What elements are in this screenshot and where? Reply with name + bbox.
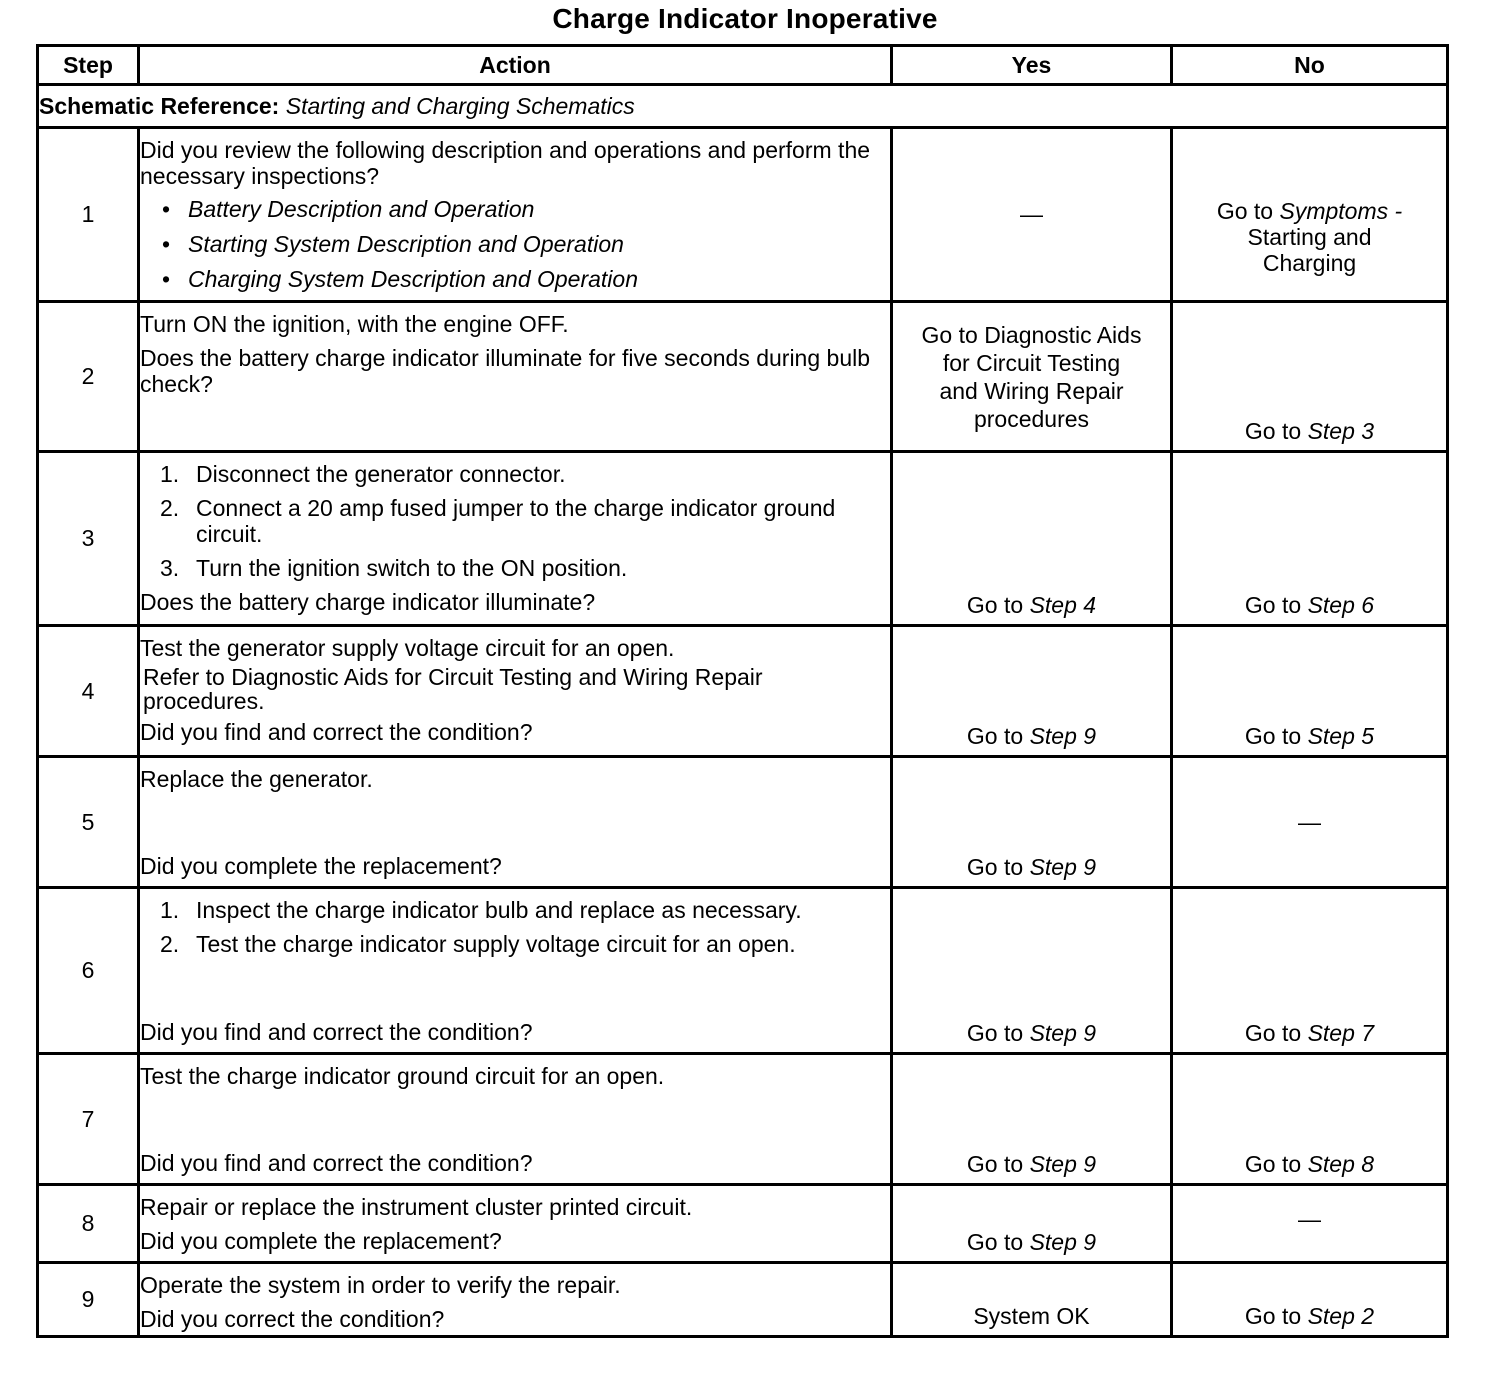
schematic-row xyxy=(38,85,1448,128)
action-cell xyxy=(139,1185,892,1263)
step-text: Inspect the charge indicator bulb and replace as necessary. xyxy=(196,897,802,923)
diagnostic-table xyxy=(36,44,1449,1338)
yes-cell xyxy=(892,302,1172,452)
header-yes: Yes xyxy=(892,46,1172,85)
action-cell xyxy=(139,1263,892,1337)
dash-text: — xyxy=(1298,1206,1321,1232)
step-number: 6 xyxy=(38,888,139,1054)
action-cell xyxy=(139,626,892,757)
action-cell xyxy=(139,1054,892,1185)
bullet-text: Battery Description and Operation xyxy=(188,196,535,222)
goto-link[interactable]: Step 7 xyxy=(1307,1020,1375,1046)
go-to-text: Go to xyxy=(966,723,1024,749)
header-row xyxy=(38,46,1448,85)
goto-link[interactable]: Step 9 xyxy=(1029,723,1097,749)
go-to-text: Go to xyxy=(966,1151,1024,1177)
table-row xyxy=(38,1263,1448,1337)
action-text: Test the generator supply voltage circuit for an open. xyxy=(140,635,675,661)
step-text: Disconnect the generator connector. xyxy=(196,461,566,487)
action-cell xyxy=(139,302,892,452)
step-text: Test the charge indicator supply voltage circuit for an open. xyxy=(196,931,796,957)
action-cell xyxy=(139,128,892,302)
step-number: 8 xyxy=(38,1185,139,1263)
bullet-text: Charging System Description and Operation xyxy=(188,266,639,292)
action-text: Operate the system in order to verify the repair. xyxy=(140,1272,621,1298)
action-text: Turn ON the ignition, with the engine OFF. xyxy=(140,311,569,337)
yes-cell xyxy=(892,452,1172,626)
yes-cell xyxy=(892,757,1172,888)
action-question: Did you correct the condition? xyxy=(140,1306,445,1332)
list-item[interactable] xyxy=(162,229,890,259)
goto-link[interactable]: Symptoms - xyxy=(1279,197,1403,224)
go-to-text: Go to xyxy=(1244,1151,1302,1177)
system-ok-text: System OK xyxy=(973,1303,1090,1329)
dash-text: — xyxy=(1020,201,1043,227)
goto-link[interactable]: Step 9 xyxy=(1029,854,1097,880)
header-step: Step xyxy=(38,46,139,85)
table-row xyxy=(38,757,1448,888)
no-cell xyxy=(1172,1054,1448,1185)
no-cell xyxy=(1172,452,1448,626)
list-item: 3. Turn the ignition switch to the ON position. xyxy=(160,555,628,581)
goto-link[interactable]: Step 9 xyxy=(1029,1229,1097,1255)
action-text: Test the charge indicator ground circuit for an open. xyxy=(140,1063,665,1089)
no-cell xyxy=(1172,888,1448,1054)
yes-cell xyxy=(892,1054,1172,1185)
go-to-text: Go to xyxy=(1244,592,1302,618)
action-question: Did you find and correct the condition? xyxy=(140,1019,533,1045)
action-cell xyxy=(139,888,892,1054)
table-row xyxy=(38,1185,1448,1263)
list-item: 1. Inspect the charge indicator bulb and replace as necessary. xyxy=(160,897,802,923)
list-item: 2. Test the charge indicator supply voltage circuit for an open. xyxy=(160,931,796,957)
goto-link-rest[interactable]: Starting and Charging xyxy=(1247,223,1372,276)
dash-text: — xyxy=(1298,808,1321,835)
step-number: 1 xyxy=(38,128,139,302)
action-question: Did you complete the replacement? xyxy=(140,1228,502,1254)
go-to-text: Go to xyxy=(966,854,1024,880)
yes-cell xyxy=(892,1263,1172,1337)
list-item[interactable] xyxy=(162,264,890,294)
action-text: Replace the generator. xyxy=(140,766,373,792)
step-number: 2 xyxy=(38,302,139,452)
schematic-link[interactable]: Starting and Charging Schematics xyxy=(285,92,635,119)
yes-cell xyxy=(892,1185,1172,1263)
list-item: 2. Connect a 20 amp fused jumper to the charge indicator ground circuit. xyxy=(160,495,890,547)
schematic-reference xyxy=(38,85,1448,128)
step-number: 4 xyxy=(38,626,139,757)
action-question: Did you find and correct the condition? xyxy=(140,1150,533,1176)
bullet-text: Starting System Description and Operation xyxy=(188,231,624,257)
action-question: Does the battery charge indicator illuminate for five seconds during bulb check? xyxy=(140,345,871,397)
table-row xyxy=(38,452,1448,626)
step-number: 3 xyxy=(38,452,139,626)
no-cell xyxy=(1172,302,1448,452)
table-row xyxy=(38,888,1448,1054)
goto-link[interactable]: Step 5 xyxy=(1307,723,1375,749)
yes-cell xyxy=(892,888,1172,1054)
schematic-label: Schematic Reference: xyxy=(39,92,280,119)
go-to-text: Go to xyxy=(1244,723,1302,749)
header-action: Action xyxy=(139,46,892,85)
go-to-text: Go to xyxy=(966,592,1024,618)
table-row xyxy=(38,128,1448,302)
bullet-icon: • xyxy=(162,231,171,257)
goto-link[interactable]: Step 8 xyxy=(1307,1151,1375,1177)
goto-link[interactable]: Step 9 xyxy=(1029,1020,1097,1046)
action-question: Did you find and correct the condition? xyxy=(140,719,533,745)
no-cell xyxy=(1172,1185,1448,1263)
step-number: 5 xyxy=(38,757,139,888)
go-to-text: Go to xyxy=(966,1229,1024,1255)
action-text: Refer to Diagnostic Aids for Circuit Testing and Wiring Repair procedures. xyxy=(143,664,763,714)
page-title: Charge Indicator Inoperative xyxy=(552,3,938,34)
header-no: No xyxy=(1172,46,1448,85)
go-to-text: Go to xyxy=(1216,197,1274,224)
no-cell xyxy=(1172,1263,1448,1337)
no-cell xyxy=(1172,128,1448,302)
yes-cell xyxy=(892,128,1172,302)
action-question: Did you review the following description and operations and perform the necessary inspections? xyxy=(140,137,871,189)
step-number: 7 xyxy=(38,1054,139,1185)
action-cell xyxy=(139,452,892,626)
no-cell xyxy=(1172,757,1448,888)
step-number: 9 xyxy=(38,1263,139,1337)
goto-link[interactable]: Step 2 xyxy=(1307,1303,1375,1329)
table-row xyxy=(38,626,1448,757)
table-row xyxy=(38,302,1448,452)
goto-link[interactable]: Go to Diagnostic Aids for Circuit Testing and Wiring Repair procedures xyxy=(921,321,1142,432)
step-text: Connect a 20 amp fused jumper to the charge indicator ground circuit. xyxy=(196,495,836,547)
step-text: Turn the ignition switch to the ON position. xyxy=(196,555,628,581)
goto-link[interactable]: Step 6 xyxy=(1307,592,1375,618)
list-item[interactable] xyxy=(162,194,890,224)
go-to-text: Go to xyxy=(1244,1020,1302,1046)
go-to-text: Go to xyxy=(1244,418,1302,444)
list-item: 1. Disconnect the generator connector. xyxy=(160,461,566,487)
goto-link[interactable]: Step 4 xyxy=(1029,592,1097,618)
action-text: Repair or replace the instrument cluster printed circuit. xyxy=(140,1194,693,1220)
go-to-text: Go to xyxy=(1244,1303,1302,1329)
goto-link[interactable]: Step 9 xyxy=(1029,1151,1097,1177)
yes-cell xyxy=(892,626,1172,757)
goto-link[interactable]: Step 3 xyxy=(1307,418,1375,444)
bullet-icon: • xyxy=(162,196,171,222)
action-question: Did you complete the replacement? xyxy=(140,853,502,879)
action-question: Does the battery charge indicator illuminate? xyxy=(140,589,596,615)
go-to-text: Go to xyxy=(966,1020,1024,1046)
table-row xyxy=(38,1054,1448,1185)
no-cell xyxy=(1172,626,1448,757)
bullet-icon: • xyxy=(162,266,171,292)
action-cell xyxy=(139,757,892,888)
